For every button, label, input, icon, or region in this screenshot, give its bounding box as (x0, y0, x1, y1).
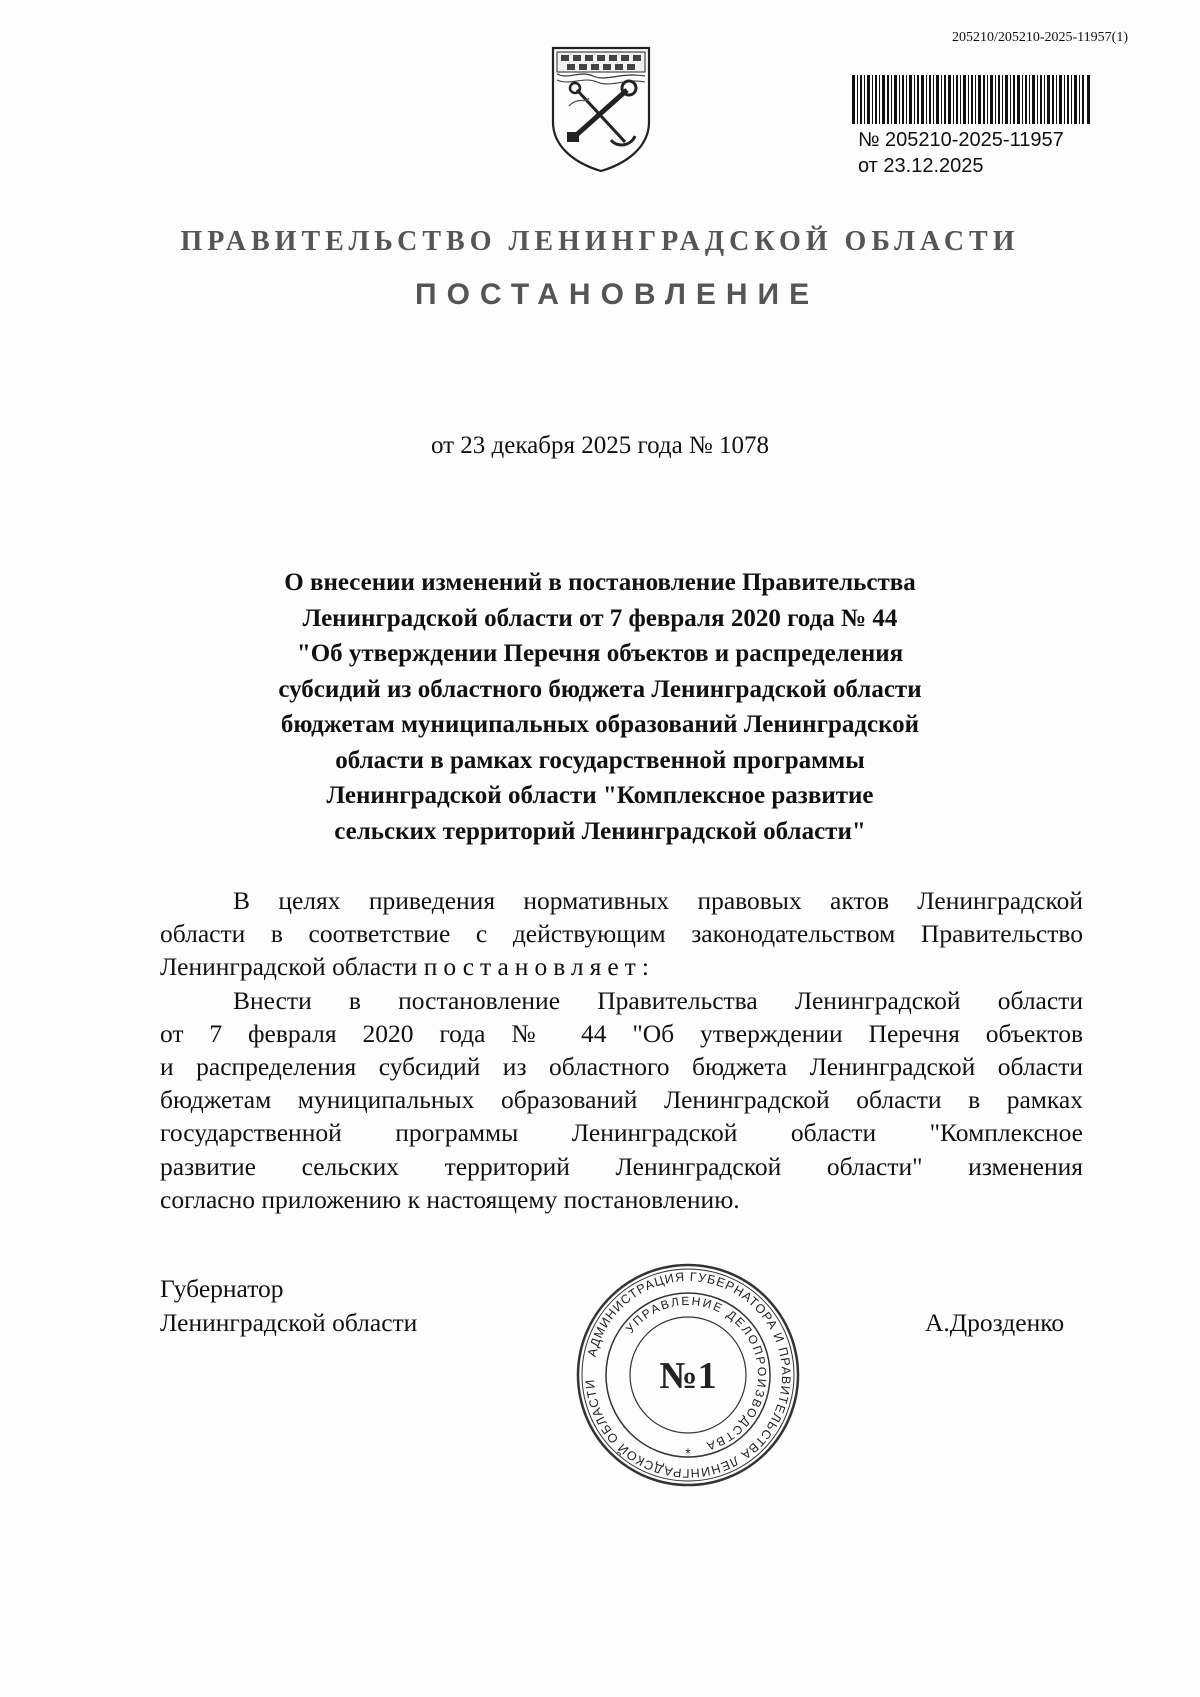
subject-line: О внесении изменений в постановление Правительства (284, 569, 916, 596)
resolution-word: постановляет: (423, 952, 655, 982)
subject-line: субсидий из областного бюджета Ленинградской области (278, 675, 922, 703)
position-line: Ленинградской области (160, 1308, 418, 1337)
body-line: от 7 февраля 2020 года № 44 "Об утверждении Перечня объектов (160, 1018, 1083, 1048)
official-stamp (573, 1260, 803, 1490)
decree-title: ПОСТАНОВЛЕНИЕ (415, 278, 820, 311)
subject-line: Ленинградской области от 7 февраля 2020 года № 44 (302, 604, 898, 632)
coat-of-arms-icon (549, 44, 653, 174)
body-line: согласно приложению к настоящему постановлению. (160, 1184, 740, 1214)
stamp-inner-text: УПРАВЛЕНИЕ ДЕЛОПРОИЗВОДСТВА (622, 1293, 770, 1454)
government-title: ПРАВИТЕЛЬСТВО ЛЕНИНГРАДСКОЙ ОБЛАСТИ (180, 226, 1020, 257)
body-line: бюджетам муниципальных образований Ленинградской области в рамках (160, 1085, 1083, 1115)
barcode-icon (852, 75, 1090, 124)
body-line: Внести в постановление Правительства Ленинградской области (233, 985, 1083, 1015)
body-line: области в соответствие с действующим законодательством Правительство (160, 919, 1083, 949)
subject-line: бюджетам муниципальных образований Ленинградской (280, 711, 920, 738)
registration-number: № 205210-2025-11957 (858, 129, 1064, 151)
signatory-position (160, 1272, 417, 1340)
body-line: государственной программы Ленинградской области "Комплексное (160, 1118, 1083, 1148)
body-line: развитие сельских территорий Ленинградской области" изменения (160, 1151, 1083, 1181)
decree-body (160, 884, 1083, 1216)
subject-line: "Об утверждении Перечня объектов и распределения (296, 640, 904, 667)
position-line: Губернатор (160, 1274, 284, 1303)
body-line: и распределения субсидий из областного бюджета Ленинградской области (160, 1052, 1083, 1082)
subject-line: сельских территорий Ленинградской области" (334, 817, 866, 845)
body-line (160, 950, 1083, 983)
subject-line: Ленинградской области "Комплексное развитие (326, 782, 874, 809)
document-reference: 205210/205210-2025-11957(1) (951, 30, 1128, 45)
subject-line: области в рамках государственной программы (335, 746, 865, 774)
stamp-outer-text: АДМИНИСТРАЦИЯ ГУБЕРНАТОРА И ПРАВИТЕЛЬСТВА ЛЕНИНГРАДСКОЙ ОБЛАСТИ (582, 1269, 794, 1481)
body-text: Ленинградской области (160, 952, 424, 982)
stamp-center-number: №1 (659, 1355, 717, 1397)
decree-date-number: от 23 декабря 2025 года № 1078 (430, 432, 770, 459)
signatory-name: А.Дрозденко (925, 1308, 1065, 1337)
body-line: В целях приведения нормативных правовых актов Ленинградской (233, 886, 1083, 915)
registration-date: от 23.12.2025 (858, 155, 984, 177)
decree-subject (180, 565, 1020, 849)
stamp-star: * (685, 1445, 691, 1461)
